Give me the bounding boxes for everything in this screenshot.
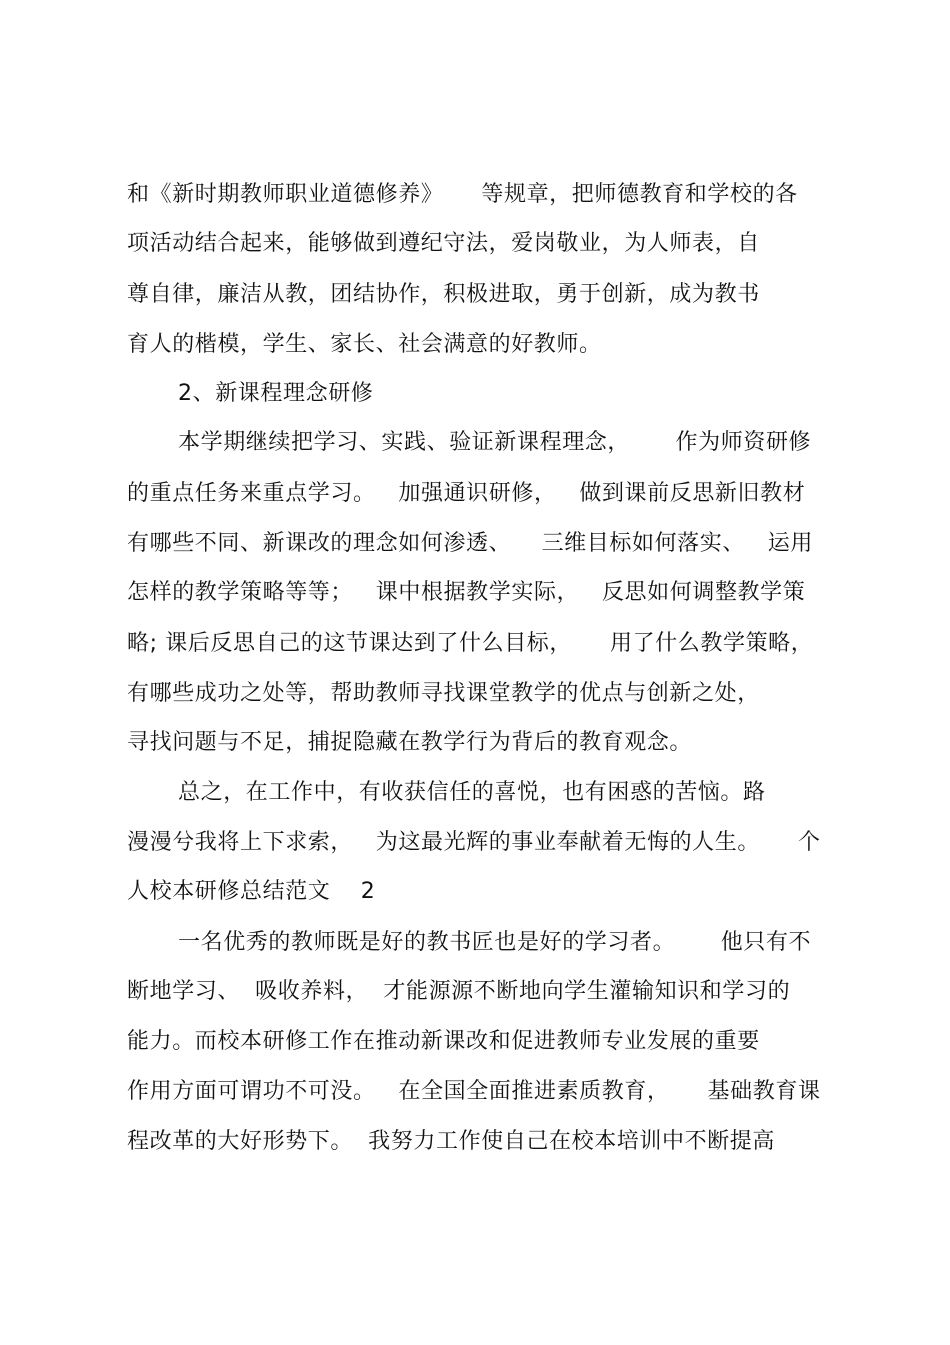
- text-line: 项活动结合起来，能够做到遵纪守法，爱岗敬业，为人师表，自: [127, 231, 760, 256]
- text-line: 漫漫兮我将上下求索， 为这最光辉的事业奉献着无悔的人生。 个: [127, 830, 821, 855]
- text-line: 人校本研修总结范文 2: [127, 879, 376, 904]
- text-line: 一名优秀的教师既是好的教书匠也是好的学习者。 他只有不: [178, 930, 812, 955]
- text-line: 本学期继续把学习、实践、验证新课程理念， 作为师资研修: [178, 430, 812, 455]
- text-line: 和《新时期教师职业道德修养》 等规章，把师德教育和学校的各: [127, 182, 798, 207]
- text-line: 断地学习、 吸收养料， 才能源源不断地向学生灌输知识和学习的: [127, 979, 791, 1004]
- section-heading: 2、新课程理念研修: [178, 381, 374, 406]
- text-line: 能力。而校本研修工作在推动新课改和促进教师专业发展的重要: [127, 1029, 760, 1054]
- text-line: 育人的楷模，学生、家长、社会满意的好教师。: [127, 332, 602, 357]
- text-line: 有哪些成功之处等，帮助教师寻找课堂教学的优点与创新之处，: [127, 681, 760, 706]
- text-line: 总之，在工作中，有收获信任的喜悦，也有困惑的苦恼。路: [178, 780, 766, 805]
- text-line: 尊自律，廉洁从教，团结协作，积极进取，勇于创新，成为教书: [127, 282, 760, 307]
- text-line: 寻找问题与不足，捕捉隐藏在教学行为背后的教育观念。: [127, 730, 693, 755]
- text-line: 程改革的大好形势下。 我努力工作使自己在校本培训中不断提高: [127, 1129, 775, 1154]
- text-line: 怎样的教学策略等等； 课中根据教学实际， 反思如何调整教学策: [127, 580, 806, 605]
- text-line: 作用方面可谓功不可没。 在全国全面推进素质教育， 基础教育课: [127, 1079, 821, 1104]
- text-line: 略; 课后反思自己的这节课达到了什么目标， 用了什么教学策略，: [127, 631, 814, 656]
- text-line: 有哪些不同、新课改的理念如何渗透、 三维目标如何落实、 运用: [127, 531, 813, 556]
- text-line: 的重点任务来重点学习。 加强通识研修， 做到课前反思新旧教材: [127, 481, 806, 506]
